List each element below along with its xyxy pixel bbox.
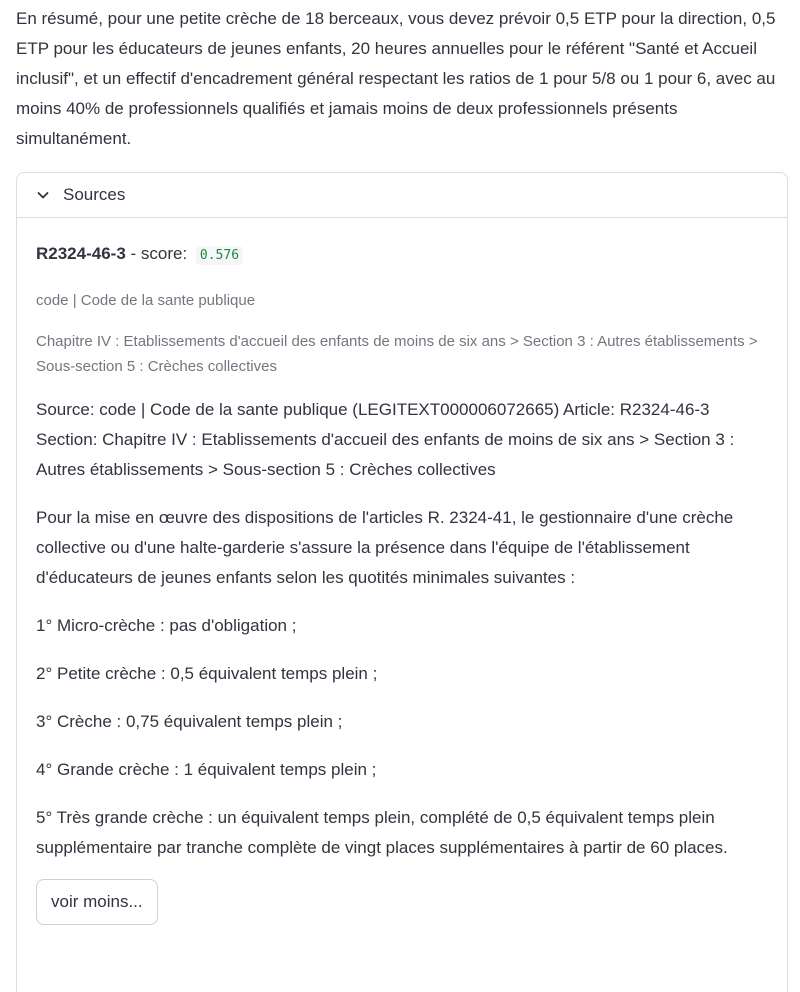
article-item: 4° Grande crèche : 1 équivalent temps plein ; bbox=[36, 760, 377, 779]
article-item: 1° Micro-crèche : pas d'obligation ; bbox=[36, 616, 297, 635]
article-item: 5° Très grande crèche : un équivalent temps plein, complété de 0,5 équivalent temps plein supplémentaire par tranche complète de vingt places supplémentaires à partir de 60 places. bbox=[36, 808, 728, 857]
article-item: 2° Petite crèche : 0,5 équivalent temps plein ; bbox=[36, 664, 378, 683]
source-item bbox=[17, 218, 787, 925]
source-heading bbox=[36, 240, 768, 270]
source-code-line: code | Code de la sante publique bbox=[36, 292, 256, 309]
article-intro: Pour la mise en œuvre des dispositions de l'articles R. 2324-41, le gestionnaire d'une crèche collective ou d'une halte-garderie s'assure la présence dans l'équipe de l'établissement d'éducateurs de jeunes enfants selon les quotités minimales suivantes : bbox=[36, 508, 734, 587]
chevron-down-icon bbox=[35, 187, 51, 203]
source-article-id: R2324-46-3 bbox=[36, 244, 126, 263]
show-less-button[interactable]: voir moins... bbox=[36, 879, 158, 925]
source-header-text: Source: code | Code de la sante publique (LEGITEXT000006072665) Article: R2324-46-3 Section: Chapitre IV : Etablissements d'accueil des enfants de moins de six ans > Section 3 : Autres établissements > Sous-section 5 : Crèches collectives bbox=[36, 400, 735, 479]
sources-expander bbox=[16, 172, 788, 992]
sources-expander-header[interactable] bbox=[17, 173, 787, 218]
summary-text: En résumé, pour une petite crèche de 18 berceaux, vous devez prévoir 0,5 ETP pour la direction, 0,5 ETP pour les éducateurs de jeunes enfants, 20 heures annuelles pour le référent "Santé et Accueil inclusif", et un effectif d'encadrement général respectant les ratios de 1 pour 5/8 ou 1 pour 6, avec au moins 40% de professionnels qualifiés et jamais moins de deux professionnels présents simultanément. bbox=[16, 9, 776, 148]
score-value: 0.576 bbox=[196, 246, 243, 265]
source-section-path: Chapitre IV : Etablissements d'accueil des enfants de moins de six ans > Section 3 : Autres établissements > Sous-section 5 : Crèches collectives bbox=[36, 333, 758, 375]
article-item: 3° Crèche : 0,75 équivalent temps plein ; bbox=[36, 712, 343, 731]
score-prefix: - score: bbox=[125, 244, 192, 263]
sources-title: Sources bbox=[63, 185, 126, 204]
